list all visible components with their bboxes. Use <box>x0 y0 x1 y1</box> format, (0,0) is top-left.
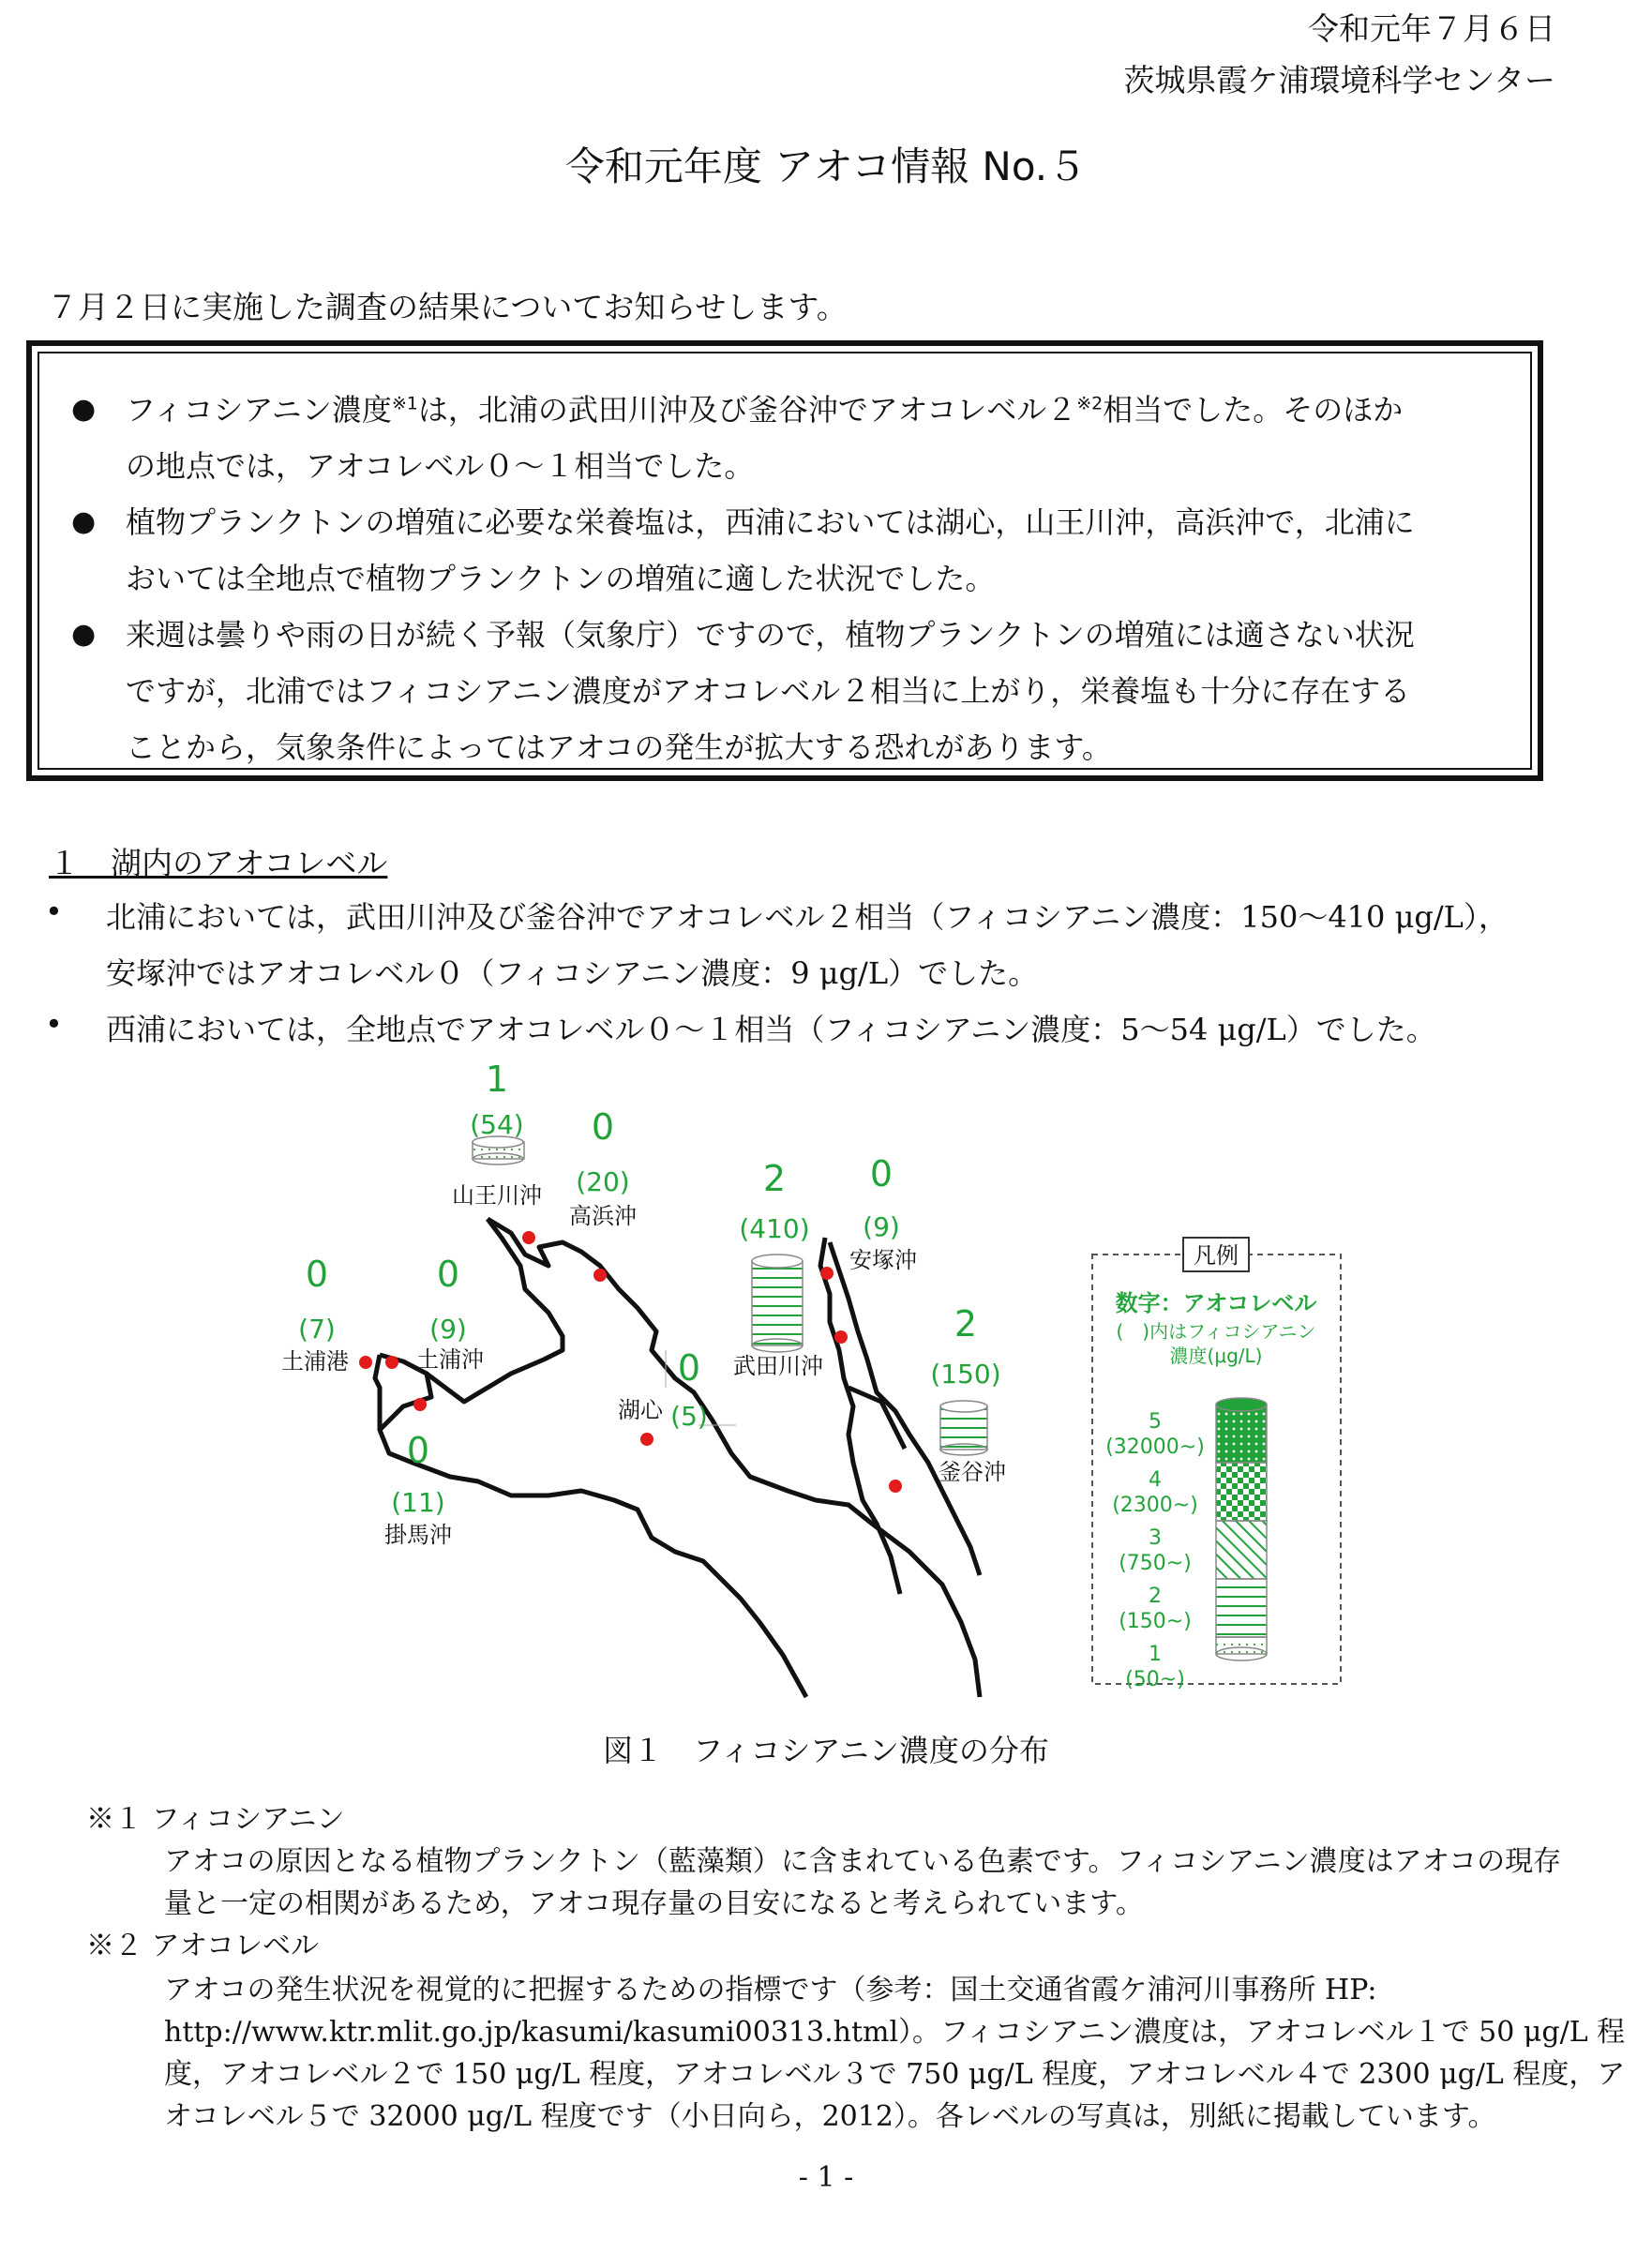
note-2-title: ※２ アオコレベル <box>86 1930 320 1962</box>
summary-bullet-2 <box>71 494 1498 607</box>
legend <box>1092 1238 1341 1691</box>
legend-desc-2: ( )内はフィコシアニン <box>1116 1320 1316 1343</box>
conc-takahama: (20) <box>576 1166 630 1197</box>
conc-tsuchiura-port: (7) <box>298 1314 336 1345</box>
cylinder-takedagawa <box>752 1255 803 1352</box>
level-yasuzuka: 0 <box>869 1153 894 1195</box>
conc-yasuzuka: (9) <box>863 1211 900 1242</box>
level-sanno: 1 <box>485 1059 509 1100</box>
note-1-line-1: アオコの原因となる植物プランクトン（藍藻類）に含まれている色素です。フィコシアニン濃度はアオコの現存 <box>164 1845 1562 1878</box>
legend-level-2: 2 <box>1149 1585 1162 1608</box>
station-dot-takahama <box>593 1269 607 1282</box>
issue-date: 令和元年７月６日 <box>1308 10 1555 47</box>
level-kakeuma: 0 <box>406 1430 430 1471</box>
legend-segment-5 <box>1216 1405 1267 1463</box>
organization: 茨城県霞ケ浦環境科学センター <box>1123 62 1555 98</box>
section-line-1 <box>45 894 1509 937</box>
bullet-icon: • <box>45 894 63 929</box>
summary-bullet-1-text <box>126 382 1498 494</box>
b1-part1: フィコシアニン濃度 <box>126 392 392 428</box>
b1-part2: は，北浦の武田川沖及び釜谷沖でアオコレベル２ <box>417 392 1077 428</box>
level-kamaya: 2 <box>954 1303 978 1345</box>
footnote-ref-1: ※1 <box>391 393 418 414</box>
conc-sanno: (54) <box>470 1109 524 1140</box>
section-line-3-text: 西浦においては，全地点でアオコレベル０～１相当（フィコシアニン濃度：5～54 μg/L）でした。 <box>106 1012 1436 1047</box>
section-heading: １ 湖内のアオコレベル <box>49 845 388 881</box>
name-kamaya: 釜谷沖 <box>939 1459 1006 1485</box>
legend-desc-1: 数字：アオコレベル <box>1115 1290 1317 1316</box>
station-dot-koshin <box>640 1433 653 1446</box>
note-1-title: ※１ フィコシアニン <box>86 1803 345 1836</box>
bullet-icon: ● <box>71 505 97 538</box>
cylinder-sanno <box>473 1136 524 1165</box>
name-takahama: 高浜沖 <box>569 1203 637 1229</box>
name-koshin: 湖心 <box>618 1397 663 1423</box>
legend-level-4: 4 <box>1149 1468 1162 1492</box>
footnote-ref-2: ※2 <box>1076 393 1104 414</box>
conc-kamaya: (150) <box>930 1359 1001 1390</box>
legend-segment-2 <box>1216 1579 1267 1637</box>
section-line-2-text: 安塚沖ではアオコレベル０（フィコシアニン濃度：9 μg/L）でした。 <box>106 955 1039 991</box>
legend-conc-5: (32000~) <box>1105 1435 1205 1459</box>
cylinder-kamaya <box>940 1401 987 1455</box>
legend-segment-1 <box>1216 1637 1267 1654</box>
name-kakeuma: 掛馬沖 <box>384 1522 452 1548</box>
b3-line2: ですが，北浦ではフィコシアニン濃度がアオコレベル２相当に上がり，栄養塩も十分に存在する <box>126 673 1411 709</box>
summary-bullet-2-text <box>126 494 1498 607</box>
summary-box <box>26 340 1543 781</box>
station-dot-kamaya <box>889 1480 902 1493</box>
station-dot-kakeuma <box>413 1398 427 1411</box>
bullet-icon: • <box>45 1006 63 1042</box>
section-line-3 <box>45 1006 1436 1049</box>
station-dot-tsuchiura-oki <box>385 1356 398 1369</box>
conc-koshin: (5) <box>670 1401 708 1432</box>
legend-level-3: 3 <box>1149 1526 1162 1550</box>
summary-bullet-1 <box>71 382 1498 494</box>
bullet-icon: ● <box>71 618 97 651</box>
note-2-line-1: アオコの発生状況を視覚的に把握するための指標です（参考：国土交通省霞ケ浦河川事務所 HP: <box>164 1974 1377 2006</box>
legend-conc-3: (750~) <box>1119 1552 1192 1575</box>
lake-map-figure <box>0 1050 1652 1725</box>
b3-line1: 来週は曇りや雨の日が続く予報（気象庁）ですので，植物プランクトンの増殖には適さない状況 <box>126 617 1415 653</box>
b2-line2: おいては全地点で植物プランクトンの増殖に適した状況でした。 <box>126 561 996 596</box>
figure-caption: 図１ フィコシアニン濃度の分布 <box>603 1733 1049 1768</box>
name-yasuzuka: 安塚沖 <box>849 1247 917 1273</box>
section-line-1-text: 北浦においては，武田川沖及び釜谷沖でアオコレベル２相当（フィコシアニン濃度：150～410 μg/L）， <box>106 899 1509 935</box>
b2-line1: 植物プランクトンの増殖に必要な栄養塩は，西浦においては湖心，山王川沖，高浜沖で，北浦に <box>126 504 1415 540</box>
note-2-line-2: http://www.ktr.mlit.go.jp/kasumi/kasumi00313.html）。フィコシアニン濃度は，アオコレベル１で 50 μg/L 程 <box>164 2016 1626 2049</box>
summary-box-inner <box>38 352 1532 770</box>
note-1-line-2: 量と一定の相関があるため，アオコ現存量の目安になると考えられています。 <box>164 1887 1144 1920</box>
level-takedagawa: 2 <box>762 1158 787 1199</box>
b1-line2: の地点では，アオコレベル０～１相当でした。 <box>126 448 755 484</box>
page-number: - 1 - <box>798 2161 854 2194</box>
station-dot-sanno <box>522 1231 535 1244</box>
legend-segment-3 <box>1216 1521 1267 1579</box>
legend-segment-4 <box>1216 1463 1267 1521</box>
name-sanno: 山王川沖 <box>452 1182 542 1209</box>
level-tsuchiura-port: 0 <box>305 1254 329 1295</box>
level-tsuchiura-oki: 0 <box>436 1254 460 1295</box>
level-koshin: 0 <box>677 1347 701 1389</box>
station-dot-tsuchiura-port <box>359 1356 372 1369</box>
conc-tsuchiura-oki: (9) <box>429 1314 467 1345</box>
conc-takedagawa: (410) <box>739 1213 810 1244</box>
name-takedagawa: 武田川沖 <box>733 1353 823 1379</box>
name-tsuchiura-oki: 土浦沖 <box>416 1346 484 1373</box>
conc-kakeuma: (11) <box>391 1487 445 1518</box>
legend-conc-2: (150~) <box>1119 1610 1192 1633</box>
legend-conc-1: (50~) <box>1125 1668 1185 1691</box>
legend-level-1: 1 <box>1149 1643 1162 1666</box>
legend-conc-4: (2300~) <box>1112 1494 1198 1517</box>
page-title: 令和元年度 アオコ情報 No.５ <box>564 143 1088 189</box>
b3-line3: ことから，気象条件によってはアオコの発生が拡大する恐れがあります。 <box>126 729 1112 765</box>
nishiura-shoreline <box>375 1219 980 1697</box>
station-dot-yasuzuka <box>820 1267 834 1280</box>
bullet-icon: ● <box>71 393 97 426</box>
note-2-line-3: 度，アオコレベル２で 150 μg/L 程度，アオコレベル３で 750 μg/L 程度，アオコレベル４で 2300 μg/L 程度，ア <box>164 2058 1626 2091</box>
level-takahama: 0 <box>591 1106 615 1148</box>
legend-title: 凡例 <box>1194 1242 1239 1269</box>
summary-bullet-3-text <box>126 607 1498 775</box>
note-2-line-4: オコレベル５で 32000 μg/L 程度です（小日向ら，2012）。各レベルの写真は，別紙に掲載しています。 <box>164 2100 1496 2133</box>
b1-part3: 相当でした。そのほか <box>1103 392 1404 428</box>
legend-desc-3: 濃度(μg/L) <box>1169 1345 1263 1367</box>
station-dot-takedagawa <box>834 1330 848 1344</box>
name-tsuchiura-port: 土浦港 <box>281 1348 349 1375</box>
section-line-2 <box>45 950 1038 993</box>
legend-level-5: 5 <box>1149 1410 1162 1434</box>
summary-bullet-3 <box>71 607 1498 775</box>
intro-text: ７月２日に実施した調査の結果についてお知らせします。 <box>47 289 848 325</box>
